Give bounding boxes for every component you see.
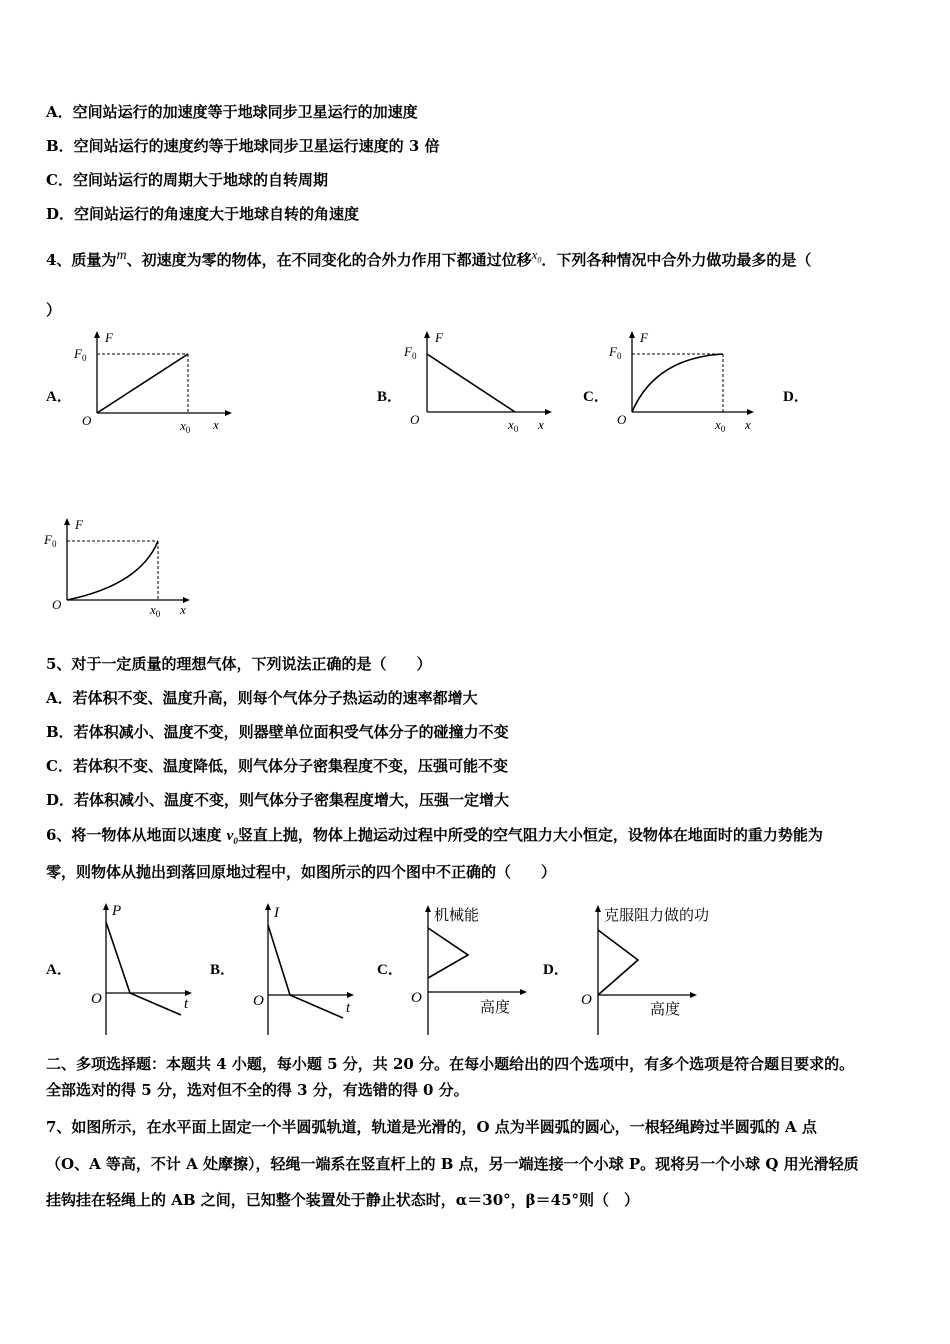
x0-x: x bbox=[150, 602, 156, 617]
origin-label: O bbox=[52, 597, 62, 612]
q6-label-c: C． bbox=[377, 962, 403, 978]
q5-option-d: D．若体积减小、温度不变，则气体分子密集程度增大，压强一定增大 bbox=[46, 791, 510, 809]
origin-label: O bbox=[411, 990, 422, 1006]
mech-energy-label: 机械能 bbox=[434, 906, 480, 924]
f0-sub: 0 bbox=[81, 353, 87, 363]
x0-label bbox=[507, 417, 519, 434]
f-label: F bbox=[640, 330, 648, 345]
energy-line bbox=[428, 928, 468, 978]
f0-label bbox=[608, 344, 622, 361]
q5-option-b: B．若体积减小、温度不变，则器壁单位面积受气体分子的碰撞力不变 bbox=[46, 723, 509, 741]
work-label: 克服阻力做的功 bbox=[604, 906, 710, 924]
x-arrow bbox=[747, 409, 754, 415]
y-arrow bbox=[425, 905, 431, 912]
t-arrow bbox=[347, 992, 354, 998]
q6-label-d: D． bbox=[543, 962, 569, 978]
x-arrow bbox=[545, 409, 552, 415]
t-label: t bbox=[346, 1000, 351, 1016]
origin-label: O bbox=[82, 413, 92, 428]
force-line bbox=[427, 354, 515, 412]
y-arrow bbox=[265, 903, 271, 910]
q3-option-c: C．空间站运行的周期大于地球的自转周期 bbox=[46, 171, 328, 189]
x0-label bbox=[179, 418, 191, 435]
q5-option-a: A．若体积不变、温度升高，则每个气体分子热运动的速率都增大 bbox=[46, 689, 478, 707]
h-arrow bbox=[520, 989, 527, 995]
x0-x: x bbox=[508, 417, 514, 432]
f0-sub: 0 bbox=[616, 351, 622, 361]
section2-line1: 二、多项选择题：本题共 4 小题，每小题 5 分，共 20 分。在每小题给出的四个选项中，有多个选项是符合题目要求的。 bbox=[46, 1055, 855, 1073]
origin-label: O bbox=[253, 993, 264, 1009]
q6-line2: 零，则物体从抛出到落回原地过程中，如图所示的四个图中不正确的（ ） bbox=[46, 863, 557, 881]
q4-graph-b bbox=[400, 330, 570, 435]
q4-label-a: A． bbox=[46, 389, 72, 405]
f-label: F bbox=[75, 517, 83, 532]
i-line bbox=[268, 925, 343, 1018]
x-label: x bbox=[538, 417, 544, 432]
q4-close-paren: ） bbox=[46, 301, 62, 319]
q4-x0 bbox=[531, 247, 542, 265]
q6-v0-v: v bbox=[226, 828, 234, 844]
q4-graph-a bbox=[70, 330, 240, 435]
force-curve bbox=[632, 354, 723, 412]
q6-v0 bbox=[227, 828, 238, 844]
x-arrow bbox=[225, 410, 232, 416]
force-curve bbox=[67, 541, 158, 600]
f0-sub: 0 bbox=[411, 351, 417, 361]
q3-option-b: B．空间站运行的速度约等于地球同步卫星运行速度的 3 倍 bbox=[46, 137, 440, 155]
x0-x: x bbox=[180, 418, 186, 433]
q6-line1 bbox=[46, 825, 823, 851]
x0-x: x bbox=[715, 417, 721, 432]
x-label: x bbox=[745, 417, 751, 432]
q4-label-c: C． bbox=[583, 389, 609, 405]
h-arrow bbox=[690, 992, 697, 998]
f-label: F bbox=[105, 330, 113, 345]
q5-stem: 5、对于一定质量的理想气体，下列说法正确的是（ ） bbox=[46, 655, 432, 673]
q7-line3: 挂钩挂在轻绳上的 AB 之间，已知整个装置处于静止状态时，α＝30°，β＝45°则（ ） bbox=[46, 1191, 640, 1209]
f0-label bbox=[43, 532, 57, 549]
q6-graph-a bbox=[88, 900, 203, 1040]
x0-label bbox=[714, 417, 726, 434]
y-arrow bbox=[595, 905, 601, 912]
x0-sub: 0 bbox=[155, 609, 161, 619]
q4-label-d: D． bbox=[783, 389, 809, 405]
q4-stem bbox=[46, 247, 812, 277]
origin-label: O bbox=[91, 991, 102, 1007]
q4-x0-sub: 0 bbox=[537, 255, 542, 265]
q6-label-a: A． bbox=[46, 962, 72, 978]
q4-stem-a: 4、质量为 bbox=[46, 251, 117, 269]
work-line bbox=[598, 930, 638, 995]
x0-sub: 0 bbox=[720, 424, 726, 434]
f0-f: F bbox=[74, 346, 82, 361]
x0-sub: 0 bbox=[185, 425, 191, 435]
t-label: t bbox=[184, 996, 189, 1012]
y-arrow bbox=[629, 331, 635, 338]
q6-label-b: B． bbox=[210, 962, 236, 978]
q6-line1-a: 6、将一物体从地面以速度 bbox=[46, 826, 227, 844]
p-line bbox=[106, 922, 181, 1015]
q4-stem-c: ．下列各种情况中合外力做功最多的是（ bbox=[541, 251, 812, 269]
f0-f: F bbox=[609, 344, 617, 359]
y-arrow bbox=[64, 518, 70, 525]
f0-f: F bbox=[404, 344, 412, 359]
q5-option-c: C．若体积不变、温度降低，则气体分子密集程度不变，压强可能不变 bbox=[46, 757, 508, 775]
q7-line1: 7、如图所示，在水平面上固定一个半圆弧轨道，轨道是光滑的，O 点为半圆弧的圆心，一根轻绳跨过半圆弧的 A 点 bbox=[46, 1118, 817, 1136]
q4-graph-c bbox=[605, 330, 775, 435]
f0-sub: 0 bbox=[51, 539, 57, 549]
x-label: x bbox=[180, 602, 186, 617]
x0-sub: 0 bbox=[513, 424, 519, 434]
q7-line2: （O、A 等高，不计 A 处摩擦），轻绳一端系在竖直杆上的 B 点，另一端连接一个小球 P。现将另一个小球 Q 用光滑轻质 bbox=[46, 1155, 859, 1173]
f0-label bbox=[403, 344, 417, 361]
q3-option-a: A．空间站运行的加速度等于地球同步卫星运行的加速度 bbox=[46, 103, 418, 121]
q3-option-d: D．空间站运行的角速度大于地球自转的角速度 bbox=[46, 205, 360, 223]
q4-m: m bbox=[116, 248, 127, 263]
y-arrow bbox=[94, 331, 100, 338]
section2-line2: 全部选对的得 5 分，选对但不全的得 3 分，有选错的得 0 分。 bbox=[46, 1081, 469, 1099]
q4-stem-b: 、初速度为零的物体，在不同变化的合外力作用下都通过位移 bbox=[126, 251, 532, 269]
f0-label bbox=[73, 346, 87, 363]
force-line bbox=[97, 354, 188, 413]
origin-label: O bbox=[617, 412, 627, 427]
f0-f: F bbox=[44, 532, 52, 547]
origin-label: O bbox=[410, 412, 420, 427]
x0-label bbox=[149, 602, 161, 619]
q4-x0-x: x bbox=[531, 247, 538, 262]
q6-line1-b: 竖直上抛，物体上抛运动过程中所受的空气阻力大小恒定，设物体在地面时的重力势能为 bbox=[237, 826, 823, 844]
y-arrow bbox=[424, 331, 430, 338]
f-label: F bbox=[435, 330, 443, 345]
q6-graph-c bbox=[408, 900, 543, 1040]
q6-graph-d bbox=[578, 900, 738, 1040]
y-arrow bbox=[103, 903, 109, 910]
height-label: 高度 bbox=[650, 1000, 681, 1018]
q4-graph-d bbox=[40, 515, 210, 620]
origin-label: O bbox=[581, 992, 592, 1008]
height-label: 高度 bbox=[480, 998, 511, 1016]
q6-graph-b bbox=[250, 900, 365, 1040]
q6-v0-sub: 0 bbox=[233, 836, 238, 846]
q4-label-b: B． bbox=[377, 389, 403, 405]
p-label: P bbox=[112, 903, 122, 919]
i-label: I bbox=[274, 905, 279, 921]
x-label: x bbox=[213, 417, 219, 432]
